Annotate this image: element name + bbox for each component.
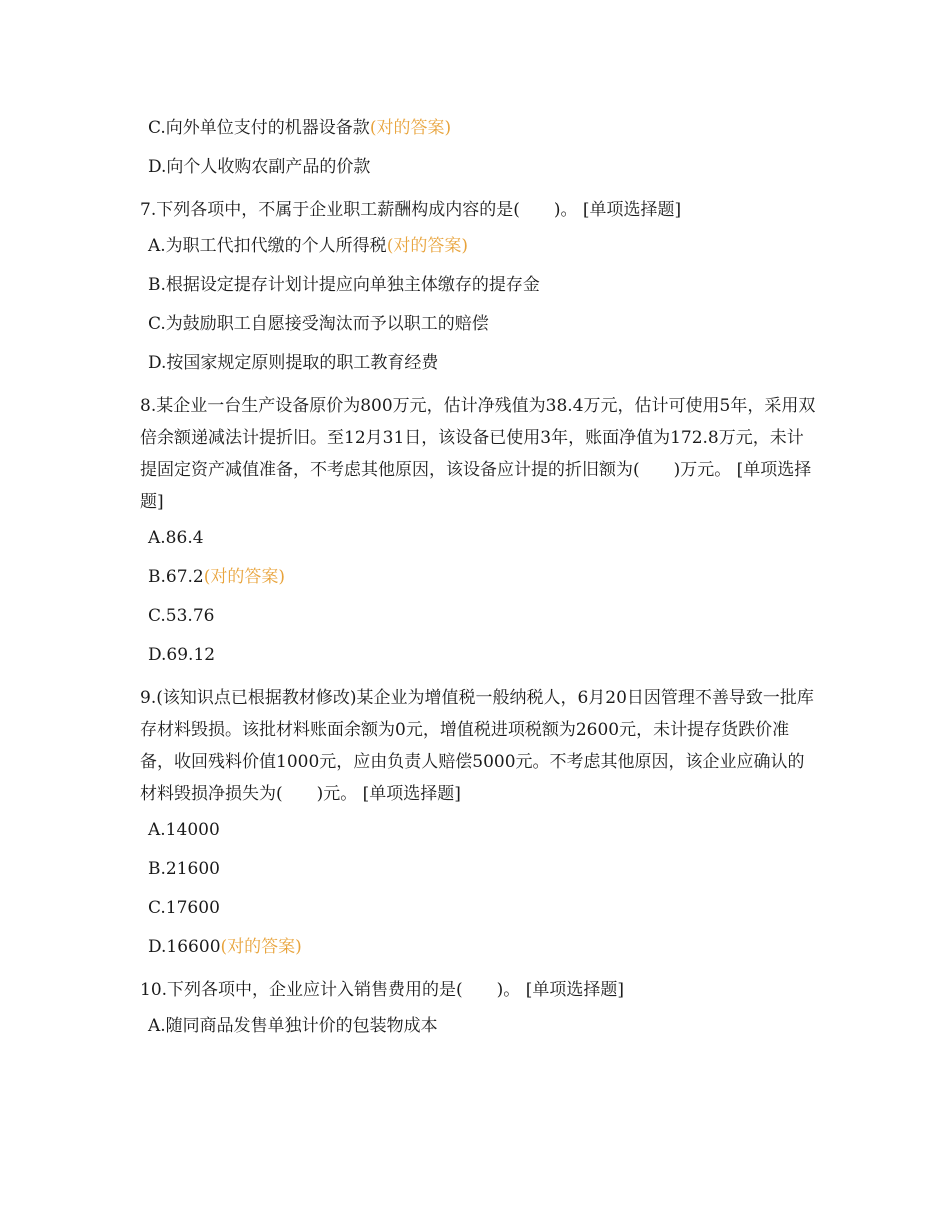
option-text: B.67.2 <box>148 567 204 587</box>
option-text: A.为职工代扣代缴的个人所得税 <box>148 236 387 256</box>
option-text: D.69.12 <box>148 645 216 665</box>
option-c <box>148 312 820 336</box>
option-text: D.按国家规定原则提取的职工教育经费 <box>148 353 439 373</box>
option-text: A.86.4 <box>148 528 204 548</box>
correct-answer-marker: (对的答案) <box>386 236 468 256</box>
option-text: B.21600 <box>148 859 220 879</box>
option-b <box>148 565 820 589</box>
option-text: C.向外单位支付的机器设备款 <box>148 118 370 138</box>
question-9: 9.(该知识点已根据教材修改)某企业为增值税一般纳税人，6月20日因管理不善导致一批库存材料毁损。该批材料账面余额为0元，增值税进项税额为2600元，未计提存货跌价准备，收回残料价值1000元，应由负责人赔偿5000元。不考虑其他原因，该企业应确认的材料毁损净损失为( )元。 [单项选择题] <box>140 688 814 804</box>
option-text: C.53.76 <box>148 606 215 626</box>
document-content <box>140 116 820 1053</box>
question-block <box>140 390 820 667</box>
question-block <box>140 116 820 179</box>
option-b <box>148 273 820 297</box>
correct-answer-marker: (对的答案) <box>369 118 452 138</box>
option-text: D.16600 <box>148 937 221 957</box>
question-block <box>140 974 820 1038</box>
option-a <box>148 1014 820 1038</box>
option-a <box>148 818 820 842</box>
option-d <box>148 155 820 179</box>
option-c <box>148 604 820 628</box>
option-a <box>148 526 820 550</box>
option-d <box>148 935 820 959</box>
question-7: 7.下列各项中，不属于企业职工薪酬构成内容的是( )。 [单项选择题] <box>140 200 682 220</box>
option-text: A.随同商品发售单独计价的包装物成本 <box>148 1016 438 1036</box>
question-block <box>140 194 820 375</box>
option-text: C.17600 <box>148 898 220 918</box>
correct-answer-marker: (对的答案) <box>203 567 286 587</box>
option-c <box>148 896 820 920</box>
option-text: B.根据设定提存计划计提应向单独主体缴存的提存金 <box>148 275 540 295</box>
question-8: 8.某企业一台生产设备原价为800万元，估计净残值为38.4万元，估计可使用5年，采用双倍余额递减法计提折旧。至12月31日，该设备已使用3年，账面净值为172.8万元，未计提固定资产减值准备，不考虑其他原因，该设备应计提的折旧额为( )万元。 [单项选择题] <box>140 396 816 512</box>
option-text: D.向个人收购农副产品的价款 <box>148 157 371 177</box>
option-text: C.为鼓励职工自愿接受淘汰而予以职工的赔偿 <box>148 314 489 334</box>
option-d <box>148 643 820 667</box>
option-b <box>148 857 820 881</box>
option-text: A.14000 <box>148 820 220 840</box>
option-d <box>148 351 820 375</box>
question-10: 10.下列各项中，企业应计入销售费用的是( )。 [单项选择题] <box>140 980 624 1000</box>
option-a <box>148 234 820 258</box>
option-c <box>148 116 820 140</box>
question-block <box>140 682 820 959</box>
correct-answer-marker: (对的答案) <box>220 937 302 957</box>
